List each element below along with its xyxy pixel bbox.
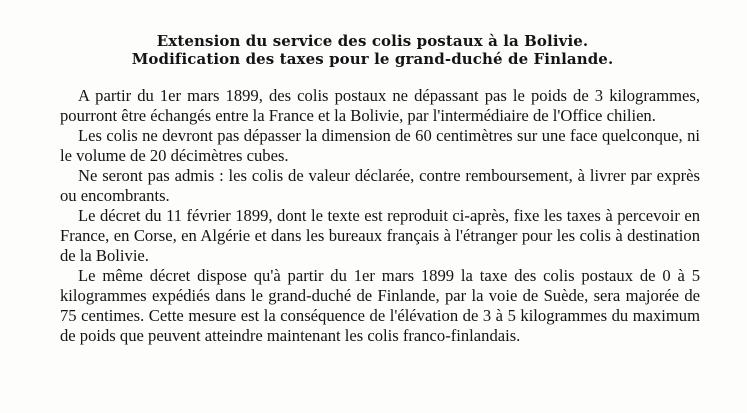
paragraph-1: A partir du 1er mars 1899, des colis postaux ne dépassant pas le poids de 3 kilogrammes, pourront être échangés entre la France et la Bolivie, par l'intermédiaire de l'Office chilien.	[60, 86, 700, 125]
paragraph-2: Les colis ne devront pas dépasser la dimension de 60 centimètres sur une face quelconque, ni le volume de 20 décimètres cubes.	[60, 126, 700, 165]
document-subtitle: Modification des taxes pour le grand-duché de Finlande.	[131, 50, 614, 68]
paragraph-4: Le décret du 11 février 1899, dont le texte est reproduit ci-après, fixe les taxes à percevoir en France, en Corse, en Algérie et dans les bureaux français à l'étranger pour les colis à destination de la Bolivie.	[60, 206, 700, 265]
document-body	[60, 86, 700, 346]
document-title: Extension du service des colis postaux à la Bolivie.	[156, 32, 589, 50]
paragraph-3: Ne seront pas admis : les colis de valeur déclarée, contre remboursement, à livrer par exprès ou encombrants.	[60, 166, 700, 205]
paragraph-5: Le même décret dispose qu'à partir du 1er mars 1899 la taxe des colis postaux de 0 à 5 kilogrammes expédiés dans le grand-duché de Finlande, par la voie de Suède, sera majorée de 75 centimes. Cette mesure est la conséquence de l'élévation de 3 à 5 kilogrammes du maximum de poids que peuvent atteindre maintenant les colis franco-finlandais.	[60, 266, 700, 345]
